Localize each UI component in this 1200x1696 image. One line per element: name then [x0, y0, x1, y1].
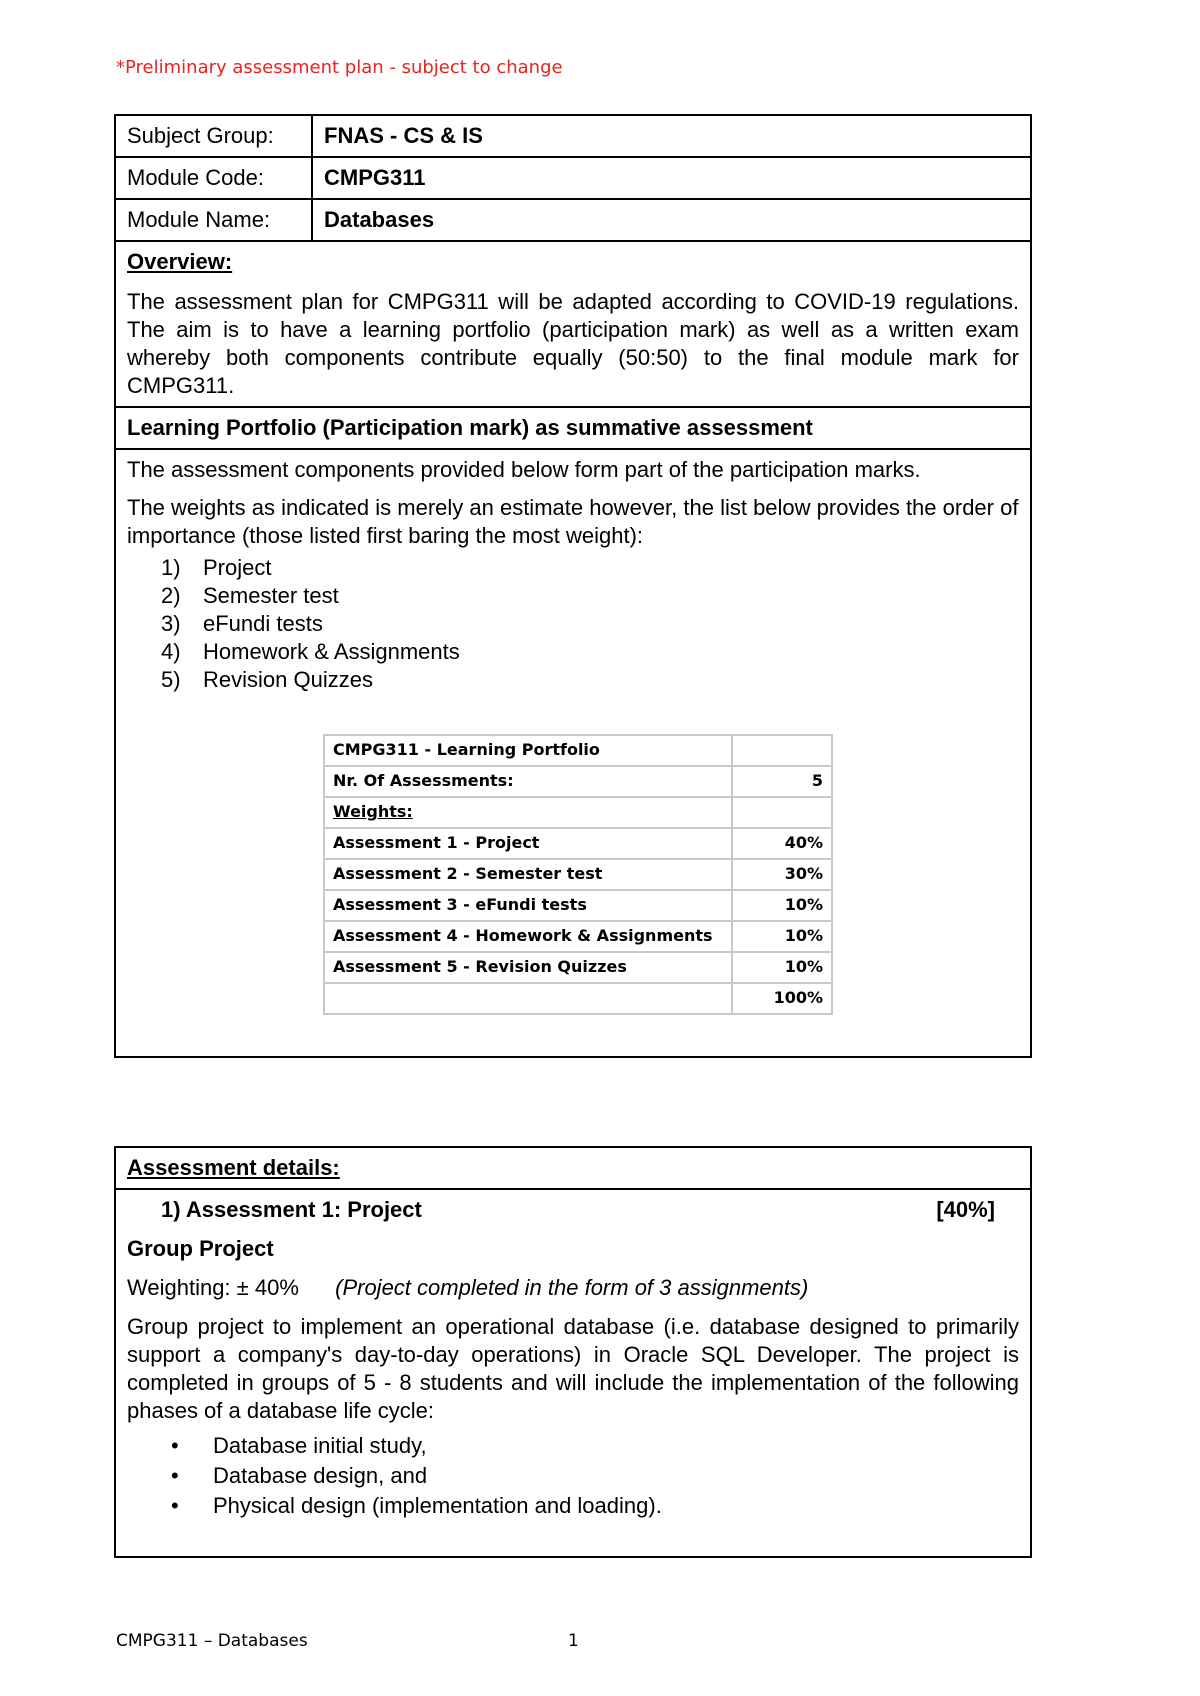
page-number: 1 [568, 1631, 579, 1651]
module-name-label: Module Name: [115, 199, 312, 241]
portfolio-body-row [115, 449, 1031, 1057]
list-item: 2) Semester test [161, 583, 339, 608]
footer-title: CMPG311 – Databases [116, 1631, 308, 1651]
weighting-line [127, 1274, 1019, 1302]
table-row: Assessment 4 - Homework & Assignments 10% [324, 921, 832, 952]
lp-weights-row [324, 797, 832, 828]
assessment-1-header [127, 1196, 1019, 1224]
module-name-value: Databases [312, 199, 1031, 241]
weighting-label: Weighting: ± 40% [127, 1275, 299, 1300]
lp-weights-label: Weights: [324, 797, 732, 828]
list-item: • Database design, and [171, 1463, 428, 1488]
weighting-note: (Project completed in the form of 3 assignments) [335, 1275, 809, 1300]
portfolio-list [127, 554, 1019, 694]
portfolio-weights-note: The weights as indicated is merely an estimate however, the list below provides the order of importance (those listed first baring the most weight): [127, 495, 1019, 548]
module-code-label: Module Code: [115, 157, 312, 199]
table-row: Assessment 2 - Semester test 30% [324, 859, 832, 890]
group-project-heading: Group Project [127, 1236, 274, 1261]
lp-total-row [324, 983, 832, 1014]
overview-heading: Overview: [127, 249, 233, 274]
details-body-row [115, 1189, 1031, 1557]
list-item: 5) Revision Quizzes [161, 667, 373, 692]
module-code-value: CMPG311 [312, 157, 1031, 199]
details-heading: Assessment details: [115, 1147, 1031, 1189]
list-item: 3) eFundi tests [161, 611, 323, 636]
lp-total: 100% [732, 983, 832, 1014]
portfolio-heading-row [115, 407, 1031, 449]
project-description: Group project to implement an operational database (i.e. database designed to primarily support a company's day-to-day operations) in Oracle SQL Developer. The project is completed in groups of 5 - 8 students and will include the implementation of the following phases of a database life cycle: [127, 1314, 1019, 1423]
table-row: Assessment 5 - Revision Quizzes 10% [324, 952, 832, 983]
portfolio-intro: The assessment components provided below form part of the participation marks. [127, 457, 921, 482]
assessment-details-table [114, 1146, 1032, 1558]
lp-title-row [324, 735, 832, 766]
assessment-1-title: 1) Assessment 1: Project [161, 1197, 422, 1222]
details-heading-row [115, 1147, 1031, 1189]
module-code-row [115, 157, 1031, 199]
subject-group-value: FNAS - CS & IS [312, 115, 1031, 157]
overview-text: The assessment plan for CMPG311 will be adapted according to COVID-19 regulations. The aim is to have a learning portfolio (participation mark) as well as a written exam whereby both components contribute equally (50:50) to the final module mark for CMPG311. [127, 289, 1019, 398]
module-info-table [114, 114, 1032, 1058]
lp-nr-row [324, 766, 832, 797]
preliminary-note: *Preliminary assessment plan - subject to change [116, 57, 563, 78]
portfolio-heading: Learning Portfolio (Participation mark) as summative assessment [115, 407, 1031, 449]
lp-nr-value: 5 [732, 766, 832, 797]
overview-row [115, 241, 1031, 407]
list-item: 1) Project [161, 555, 272, 580]
assessment-1-weight: [40%] [936, 1197, 995, 1222]
subject-group-label: Subject Group: [115, 115, 312, 157]
lp-title: CMPG311 - Learning Portfolio [324, 735, 732, 766]
list-item: • Database initial study, [171, 1433, 427, 1458]
list-item: 4) Homework & Assignments [161, 639, 460, 664]
table-row: Assessment 3 - eFundi tests 10% [324, 890, 832, 921]
table-row: Assessment 1 - Project 40% [324, 828, 832, 859]
list-item: • Physical design (implementation and loading). [171, 1493, 662, 1518]
learning-portfolio-table [323, 734, 833, 1015]
subject-group-row [115, 115, 1031, 157]
module-name-row [115, 199, 1031, 241]
phase-list [127, 1431, 1019, 1521]
lp-nr-label: Nr. Of Assessments: [324, 766, 732, 797]
